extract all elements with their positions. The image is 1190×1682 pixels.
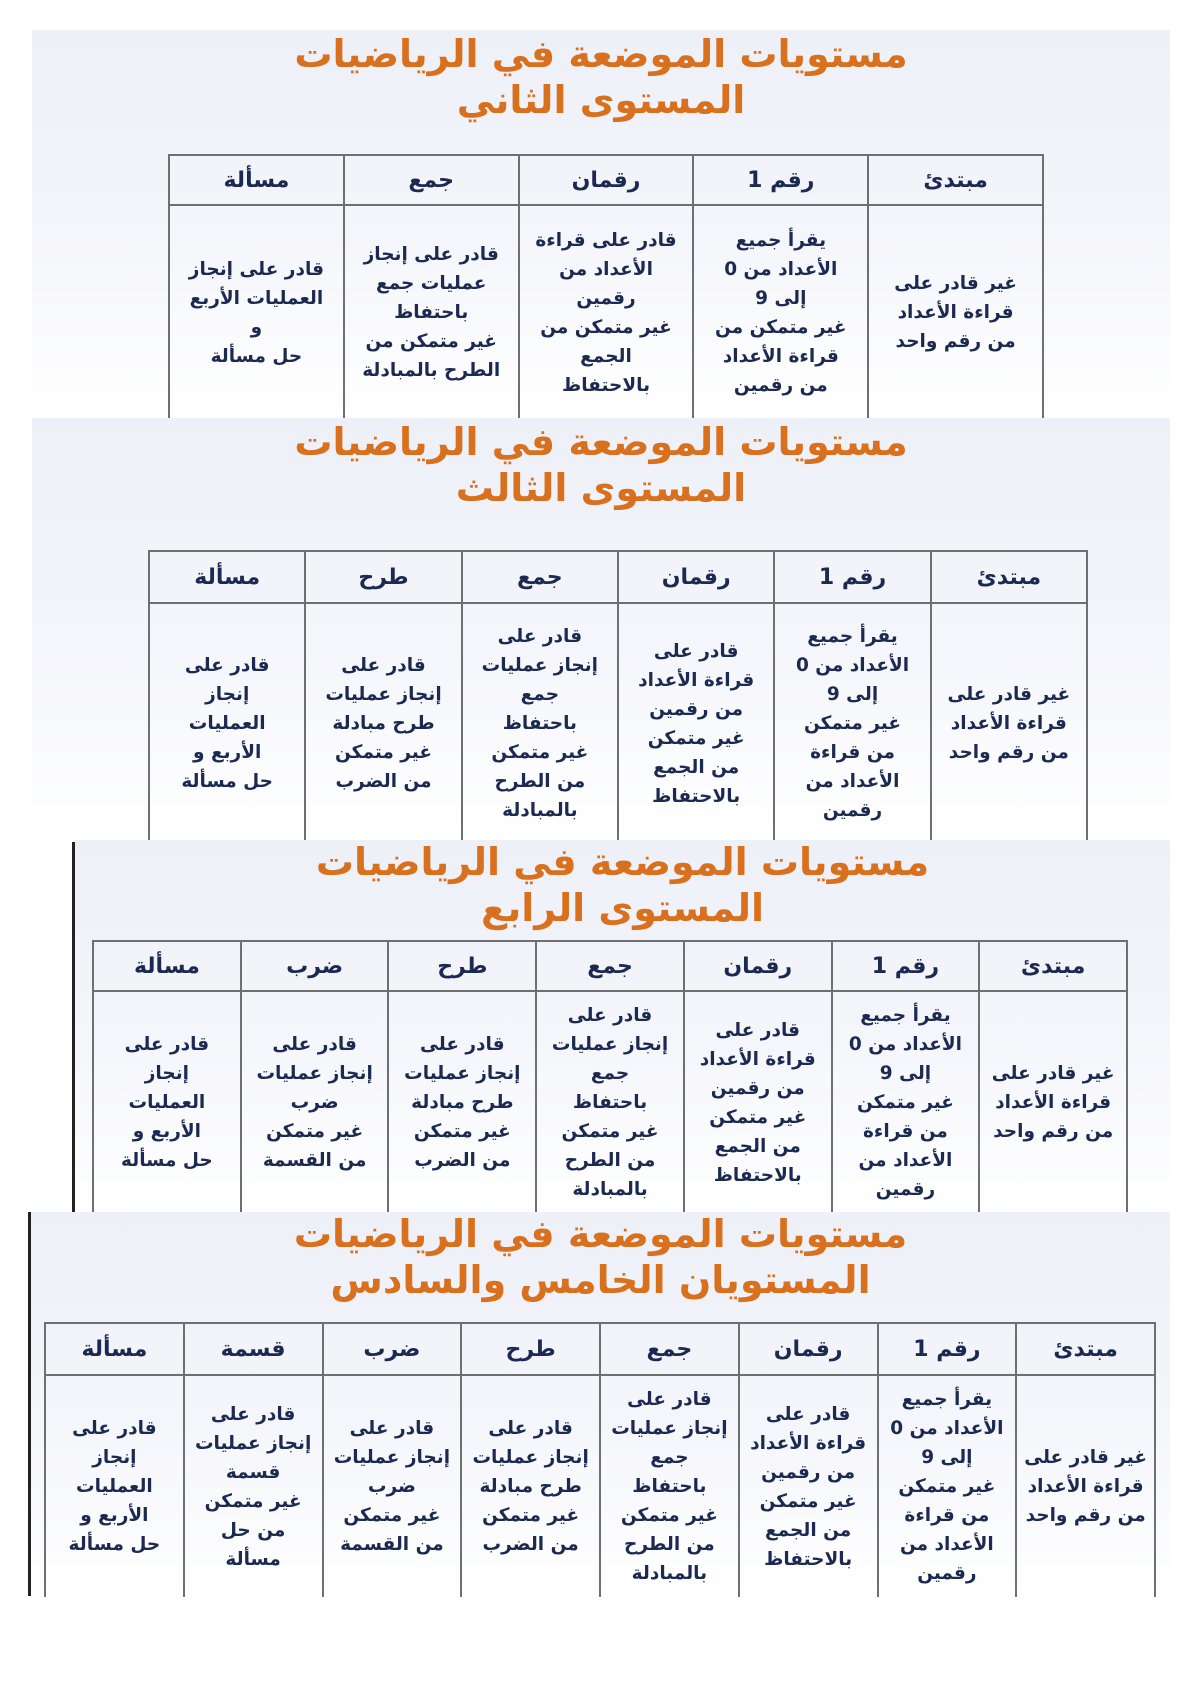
header-cell: مسألة <box>93 941 241 991</box>
header-row <box>93 941 1127 991</box>
body-cell: غير قادر على قراءة الأعداد من رقم واحد <box>868 205 1043 418</box>
header-cell: جمع <box>600 1323 739 1375</box>
level-4-table <box>92 940 1128 1212</box>
level-5-6-title-line2: المستويان الخامس والسادس <box>330 1257 871 1302</box>
header-cell: رقم 1 <box>832 941 980 991</box>
header-cell: مسألة <box>149 551 305 603</box>
level-2-table <box>168 154 1044 418</box>
body-cell: قادر على إنجاز العمليات الأربع و حل مسألة <box>93 991 241 1212</box>
header-row <box>169 155 1043 205</box>
header-cell: مبتدئ <box>979 941 1127 991</box>
header-cell: ضرب <box>241 941 389 991</box>
level-5-6-panel <box>31 1212 1170 1598</box>
header-cell: مسألة <box>169 155 344 205</box>
body-cell: قادر على قراءة الأعداد من رقمين غير متمكن من الجمع بالاحتفاظ <box>519 205 694 418</box>
level-3-title-line2: المستوى الثالث <box>455 465 747 510</box>
level-4-title-line2: المستوى الرابع <box>480 885 764 930</box>
header-cell: رقمان <box>739 1323 878 1375</box>
body-cell: قادر على إنجاز عمليات ضرب غير متمكن من القسمة <box>323 1375 462 1597</box>
body-cell: قادر على قراءة الأعداد من رقمين غير متمكن من الجمع بالاحتفاظ <box>618 603 774 840</box>
header-cell: قسمة <box>184 1323 323 1375</box>
body-cell: قادر على إنجاز العمليات الأربع و حل مسألة <box>149 603 305 840</box>
level-4-title <box>75 840 1170 931</box>
header-cell: مبتدئ <box>931 551 1087 603</box>
body-cell: غير قادر على قراءة الأعداد من رقم واحد <box>979 991 1127 1212</box>
header-cell: جمع <box>462 551 618 603</box>
body-cell: قادر على إنجاز عمليات جمع باحتفاظ غير متمكن من الطرح بالمبادلة <box>462 603 618 840</box>
body-cell: قادر على إنجاز عمليات قسمة غير متمكن من حل مسألة <box>184 1375 323 1597</box>
body-cell: يقرأ جميع الأعداد من 0 إلى 9 غير متمكن من قراءة الأعداد من رقمين <box>832 991 980 1212</box>
body-cell: قادر على إنجاز عمليات جمع باحتفاظ غير متمكن من الطرح بالمبادلة <box>536 991 684 1212</box>
body-row <box>169 205 1043 418</box>
body-row <box>45 1375 1155 1597</box>
level-3-title-line1: مستويات الموضعة في الرياضيات <box>294 420 908 464</box>
header-cell: رقمان <box>684 941 832 991</box>
level-4-title-line1: مستويات الموضعة في الرياضيات <box>315 840 930 884</box>
body-cell: قادر على قراءة الأعداد من رقمين غير متمكن من الجمع بالاحتفاظ <box>684 991 832 1212</box>
level-3-title <box>32 420 1170 511</box>
body-row <box>93 991 1127 1212</box>
body-cell: قادر على قراءة الأعداد من رقمين غير متمكن من الجمع بالاحتفاظ <box>739 1375 878 1597</box>
header-cell: جمع <box>536 941 684 991</box>
header-cell: جمع <box>344 155 519 205</box>
level-5-6-table <box>44 1322 1156 1597</box>
level-3-table <box>148 550 1088 840</box>
body-cell: قادر على إنجاز العمليات الأربع و حل مسألة <box>45 1375 184 1597</box>
body-cell: قادر على إنجاز عمليات جمع باحتفاظ غير متمكن من الطرح بالمبادلة <box>600 1375 739 1597</box>
body-cell: يقرأ جميع الأعداد من 0 إلى 9 غير متمكن من قراءة الأعداد من رقمين <box>878 1375 1017 1597</box>
body-row <box>149 603 1087 840</box>
body-cell: قادر على إنجاز عمليات طرح مبادلة غير متمكن من الضرب <box>461 1375 600 1597</box>
level-2-title-line1: مستويات الموضعة في الرياضيات <box>294 32 908 76</box>
body-cell: قادر على إنجاز العمليات الأربع و حل مسألة <box>169 205 344 418</box>
header-row <box>149 551 1087 603</box>
header-cell: رقمان <box>519 155 694 205</box>
header-cell: رقم 1 <box>693 155 868 205</box>
header-cell: طرح <box>388 941 536 991</box>
body-cell: قادر على إنجاز عمليات جمع باحتفاظ غير متمكن من الطرح بالمبادلة <box>344 205 519 418</box>
header-cell: مسألة <box>45 1323 184 1375</box>
header-cell: مبتدئ <box>868 155 1043 205</box>
body-cell: يقرأ جميع الأعداد من 0 إلى 9 غير متمكن من قراءة الأعداد من رقمين <box>693 205 868 418</box>
body-cell: قادر على إنجاز عمليات طرح مبادلة غير متمكن من الضرب <box>305 603 461 840</box>
body-cell: قادر على إنجاز عمليات طرح مبادلة غير متمكن من الضرب <box>388 991 536 1212</box>
level-5-6-title <box>31 1212 1170 1303</box>
header-cell: رقمان <box>618 551 774 603</box>
header-cell: طرح <box>461 1323 600 1375</box>
level-5-6-title-line1: مستويات الموضعة في الرياضيات <box>293 1212 908 1256</box>
level-2-title-line2: المستوى الثاني <box>456 77 746 122</box>
body-cell: غير قادر على قراءة الأعداد من رقم واحد <box>931 603 1087 840</box>
header-cell: رقم 1 <box>774 551 930 603</box>
level-2-title <box>32 32 1170 123</box>
header-row <box>45 1323 1155 1375</box>
body-cell: غير قادر على قراءة الأعداد من رقم واحد <box>1016 1375 1155 1597</box>
header-cell: مبتدئ <box>1016 1323 1155 1375</box>
level-4-panel <box>75 840 1170 1212</box>
level-3-panel <box>32 418 1170 840</box>
header-cell: ضرب <box>323 1323 462 1375</box>
header-cell: رقم 1 <box>878 1323 1017 1375</box>
header-cell: طرح <box>305 551 461 603</box>
level-2-panel <box>32 30 1170 418</box>
body-cell: قادر على إنجاز عمليات ضرب غير متمكن من القسمة <box>241 991 389 1212</box>
body-cell: يقرأ جميع الأعداد من 0 إلى 9 غير متمكن من قراءة الأعداد من رقمين <box>774 603 930 840</box>
